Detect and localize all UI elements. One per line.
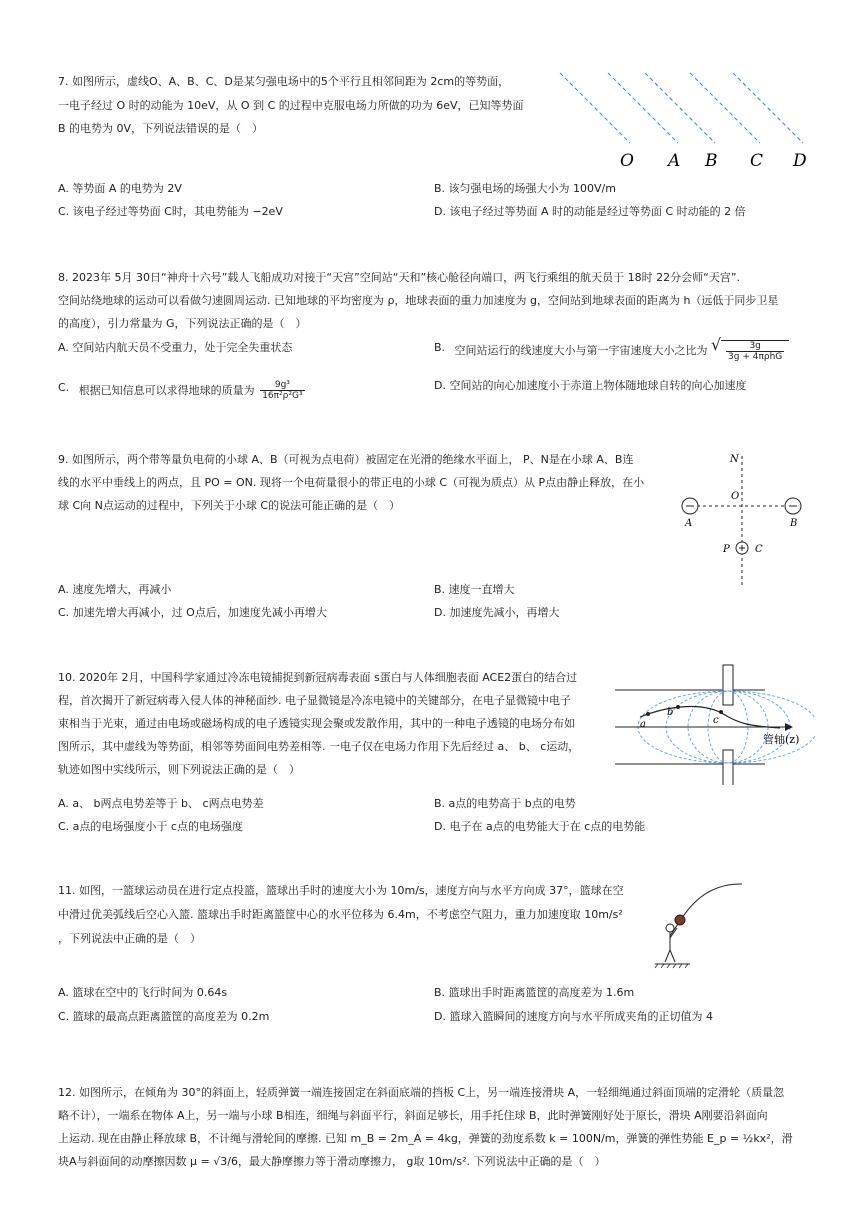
q7-line-2: 一电子经过 O 时的动能为 10eV，从 O 到 C 的过程中克服电场力所做的功为 6eV，已知等势面 [58, 99, 524, 112]
q9-option-c[interactable]: C. 加速先增大再减小，过 O点后，加速度先减小再增大 [58, 606, 327, 619]
q7-option-d[interactable]: D. 该电子经过等势面 A 时的动能是经过等势面 C 时动能的 2 倍 [434, 205, 746, 218]
q11-line-2: 中滑过优美弧线后空心入篮. 篮球出手时距离篮筐中心的水平位移为 6.4m，不考虑空气阻力，重力加速度取 10m/s² [58, 908, 623, 921]
q8-option-b-den: 3g + 4πρhG [728, 352, 783, 362]
q8-option-c-text: 根据已知信息可以求得地球的质量为 [78, 383, 255, 397]
q10-label-axis: 管轴(z) [763, 733, 800, 746]
q10-label-c: c [713, 715, 719, 726]
q11-option-c[interactable]: C. 篮球的最高点距离篮筐的高度差为 0.2m [58, 1010, 270, 1023]
q7-figure-equipotential-lines [555, 68, 815, 173]
q8-option-b-prefix: B. [434, 341, 446, 354]
q8-option-c-num: 9g³ [260, 380, 304, 391]
q9-line-3: 球 C向 N点运动的过程中，下列关于小球 C的说法可能正确的是（ ） [58, 499, 401, 512]
q10-line-5: 轨迹如图中实线所示，则下列说法正确的是（ ） [58, 763, 300, 776]
q7-label-c: C [750, 151, 764, 171]
q9-label-p: P [723, 544, 730, 555]
q10-option-d[interactable]: D. 电子在 a点的电势能大于在 c点的电势能 [434, 820, 646, 833]
q9-option-d[interactable]: D. 加速度先减小，再增大 [434, 606, 560, 619]
q12-line-1: 12. 如图所示，在倾角为 30°的斜面上，轻质弹簧一端连接固定在斜面底端的挡板 C上，另一端连接滑块 A，一轻细绳通过斜面顶端的定滑轮（质量忽 [58, 1086, 785, 1099]
q9-label-b: B [790, 518, 798, 529]
q8-option-b-num: √ 3g [726, 341, 784, 352]
q8-option-b-sqrt [721, 340, 789, 362]
q9-option-a[interactable]: A. 速度先增大，再减小 [58, 583, 172, 596]
q9-label-n: N [730, 454, 739, 465]
q7-line-1: 7. 如图所示，虚线O、A、B、C、D是某匀强电场中的5个平行且相邻间距为 2cm的等势面， [58, 75, 510, 88]
q10-figure-electron-lens [615, 660, 815, 785]
q10-line-4: 图所示，其中虚线为等势面，相邻等势面间电势差相等. 一电子仅在电场力作用下先后经过 a、 b、 c运动， [58, 740, 580, 753]
q8-line-1: 8. 2023年 5月 30日“神舟十六号”载人飞船成功对接于“天宫”空间站“天和”核心舱径向端口，两飞行乘组的航天员于 18时 22分会师“天宫”. [58, 271, 741, 284]
q11-line-3: ，下列说法中正确的是（ ） [58, 932, 201, 945]
q7-option-c[interactable]: C. 该电子经过等势面 C时，其电势能为 −2eV [58, 205, 283, 218]
q7-label-b: B [705, 151, 718, 171]
q12-line-4: 块A与斜面间的动摩擦因数 μ = √3/6，最大静摩擦力等于滑动摩擦力， g取 10m/s². 下列说法中正确的是（ ） [58, 1155, 606, 1168]
basketball-icon [675, 915, 685, 925]
q8-option-b-text: 空间站运行的线速度大小与第一宇宙速度大小之比为 [454, 344, 708, 357]
q9-label-c: C [755, 544, 763, 555]
q9-label-o: O [731, 491, 740, 502]
q8-option-c-den: 16π²ρ²G³ [262, 391, 303, 401]
q7-option-a[interactable]: A. 等势面 A 的电势为 2V [58, 182, 182, 195]
q7-label-a: A [668, 151, 681, 171]
q11-option-d[interactable]: D. 篮球入篮瞬间的速度方向与水平所成夹角的正切值为 4 [434, 1010, 713, 1023]
q10-label-a: a [640, 719, 646, 730]
q9-line-1: 9. 如图所示，两个带等量负电荷的小球 A、B（可视为点电荷）被固定在光滑的绝缘水平面上， P、N是在小球 A、B连 [58, 453, 634, 466]
q11-option-b[interactable]: B. 篮球出手时距离篮筐的高度差为 1.6m [434, 986, 635, 999]
q10-option-c[interactable]: C. a点的电场强度小于 c点的电场强度 [58, 820, 243, 833]
q8-line-2: 空间站绕地球的运动可以看做匀速圆周运动. 已知地球的平均密度为 ρ，地球表面的重力加速度为 g，空间站到地球表面的距离为 h（远低于同步卫星 [58, 294, 779, 307]
q9-figure-charges [675, 448, 815, 596]
q10-option-b[interactable]: B. a点的电势高于 b点的电势 [434, 797, 576, 810]
q10-option-a[interactable]: A. a、 b两点电势差等于 b、 c两点电势差 [58, 797, 264, 810]
q8-option-c[interactable] [58, 380, 307, 401]
q7-label-o: O [620, 151, 634, 171]
q8-option-a[interactable]: A. 空间站内航天员不受重力，处于完全失重状态 [58, 341, 293, 354]
q8-option-c-prefix: C. [58, 381, 70, 394]
q7-label-d: D [793, 151, 807, 171]
q9-option-b[interactable]: B. 速度一直增大 [434, 583, 515, 596]
q11-line-1: 11. 如图，一篮球运动员在进行定点投篮，篮球出手时的速度大小为 10m/s，速度方向与水平方向成 37°，篮球在空 [58, 884, 624, 897]
q12-line-2: 略不计），一端系在物体 A上，另一端与小球 B相连，细绳与斜面平行，斜面足够长，用手托住球 B，此时弹簧刚好处于原长，滑块 A刚要沿斜面向 [58, 1109, 768, 1122]
q11-figure-basketball-player [650, 878, 750, 970]
q10-label-b: b [667, 707, 674, 718]
q8-line-3: 的高度），引力常量为 G，下列说法正确的是（ ） [58, 317, 307, 330]
q7-option-b[interactable]: B. 该匀强电场的场强大小为 100V/m [434, 182, 616, 195]
q10-line-3: 束相当于光束，通过由电场或磁场构成的电子透镜实现会聚或发散作用，其中的一种电子透镜的电场分布如 [58, 717, 575, 730]
q10-line-2: 程，首次揭开了新冠病毒入侵人体的神秘面纱. 电子显微镜是冷冻电镜中的关键部分，在电子显微镜中电子 [58, 694, 571, 707]
q8-option-b[interactable] [434, 340, 789, 362]
q9-label-a: A [685, 518, 693, 529]
q11-option-a[interactable]: A. 篮球在空中的飞行时间为 0.64s [58, 986, 228, 999]
q8-option-d[interactable]: D. 空间站的向心加速度小于赤道上物体随地球自转的向心加速度 [434, 379, 747, 392]
q7-line-3: B 的电势为 0V，下列说法错误的是（ ） [58, 122, 264, 135]
q9-line-2: 线的水平中垂线上的两点，且 PO = ON. 现将一个电荷量很小的带正电的小球 C（可视为质点）从 P点由静止释放，在小 [58, 476, 645, 489]
q12-line-3: 上运动. 现在由静止释放球 B，不计绳与滑轮间的摩擦. 已知 m_B = 2m_A = 4kg，弹簧的劲度系数 k = 100N/m，弹簧的弹性势能 E_p = ½kx²，滑 [58, 1132, 793, 1145]
q10-line-1: 10. 2020年 2月，中国科学家通过冷冻电镜捕捉到新冠病毒表面 s蛋白与人体细胞表面 ACE2蛋白的结合过 [58, 671, 578, 684]
